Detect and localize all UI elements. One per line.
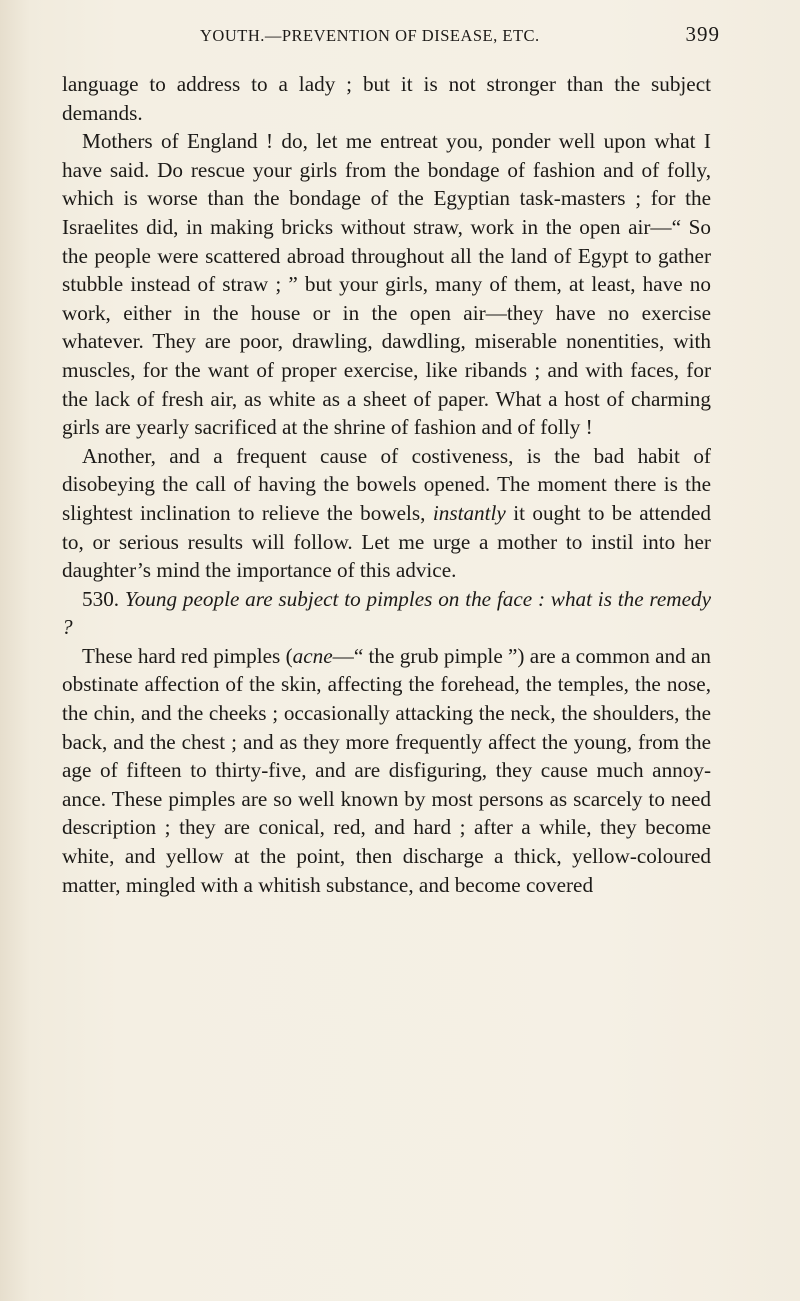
running-head-title: YOUTH.—PREVENTION OF DISEASE, ETC. — [200, 26, 540, 45]
paragraph-mothers-of-england: Mothers of England ! do, let me entreat you, ponder well upon what I have said. Do rescue your girls from the bondage of fashion and of folly, which is worse than the bondage of the Egyptian task-masters ; for the Israelites did, in making bricks without straw, work in the open air—“ So the people were scattered abroad throughout all the land of Egypt to gather stubble instead of straw ; ” but your girls, many of them, at least, have no work, either in the house or in the open air—they have no exercise whatever. They are poor, drawling, dawdling, miserable nonentities, with muscles, for the want of proper exercise, like ribands ; and with faces, for the lack of fresh air, as white as a sheet of paper. What a host of charming girls are yearly sacrificed at the shrine of fashion and of folly ! — [62, 129, 711, 440]
paragraph-costiveness — [62, 442, 711, 585]
page-number: 399 — [685, 22, 720, 46]
paragraph-text: Another, and a frequent cause of costiveness, is the bad habit of disobeying the call of having the bowels opened. The moment there is the slightest inclination to relieve the bowels, — [62, 443, 711, 525]
question-heading — [62, 585, 711, 642]
paragraph-continuation: language to address to a lady ; but it is not stronger than the subject demands. — [62, 72, 711, 125]
running-head — [200, 22, 720, 52]
paragraph-text: These hard red pimples ( — [82, 643, 293, 668]
body-text — [62, 70, 711, 899]
emphasis-text: acne — [292, 643, 333, 668]
paragraph-text: —“ the grub pimple ”) are a common and an obstinate affection of the skin, affecting the forehead, the temples, the nose, the chin, and the cheeks ; occasionally attacking the neck, the shoulders, the back, and the chest ; and as they more frequently affect the young, from the age of fifteen to thirty-five, and are disfiguring, they cause much annoy- ance. These pimples are so well known by most persons as scarcely to need description ; they are conical, red, and hard ; after a while, they become white, and yellow at the point, then discharge a thick, yellow-coloured matter, mingled with a whitish substance, and become covered — [62, 643, 712, 897]
paragraph-pimples — [62, 642, 711, 899]
paragraph-text: it ought to be attended to, or serious results will follow. Let me urge a mother to instil into her daughter’s mind the importance of this advice. — [62, 500, 711, 583]
emphasis-text: instantly — [432, 500, 506, 525]
question-number: 530. — [82, 586, 120, 611]
question-text: Young people are subject to pimples on the face : what is the remedy ? — [62, 586, 711, 640]
